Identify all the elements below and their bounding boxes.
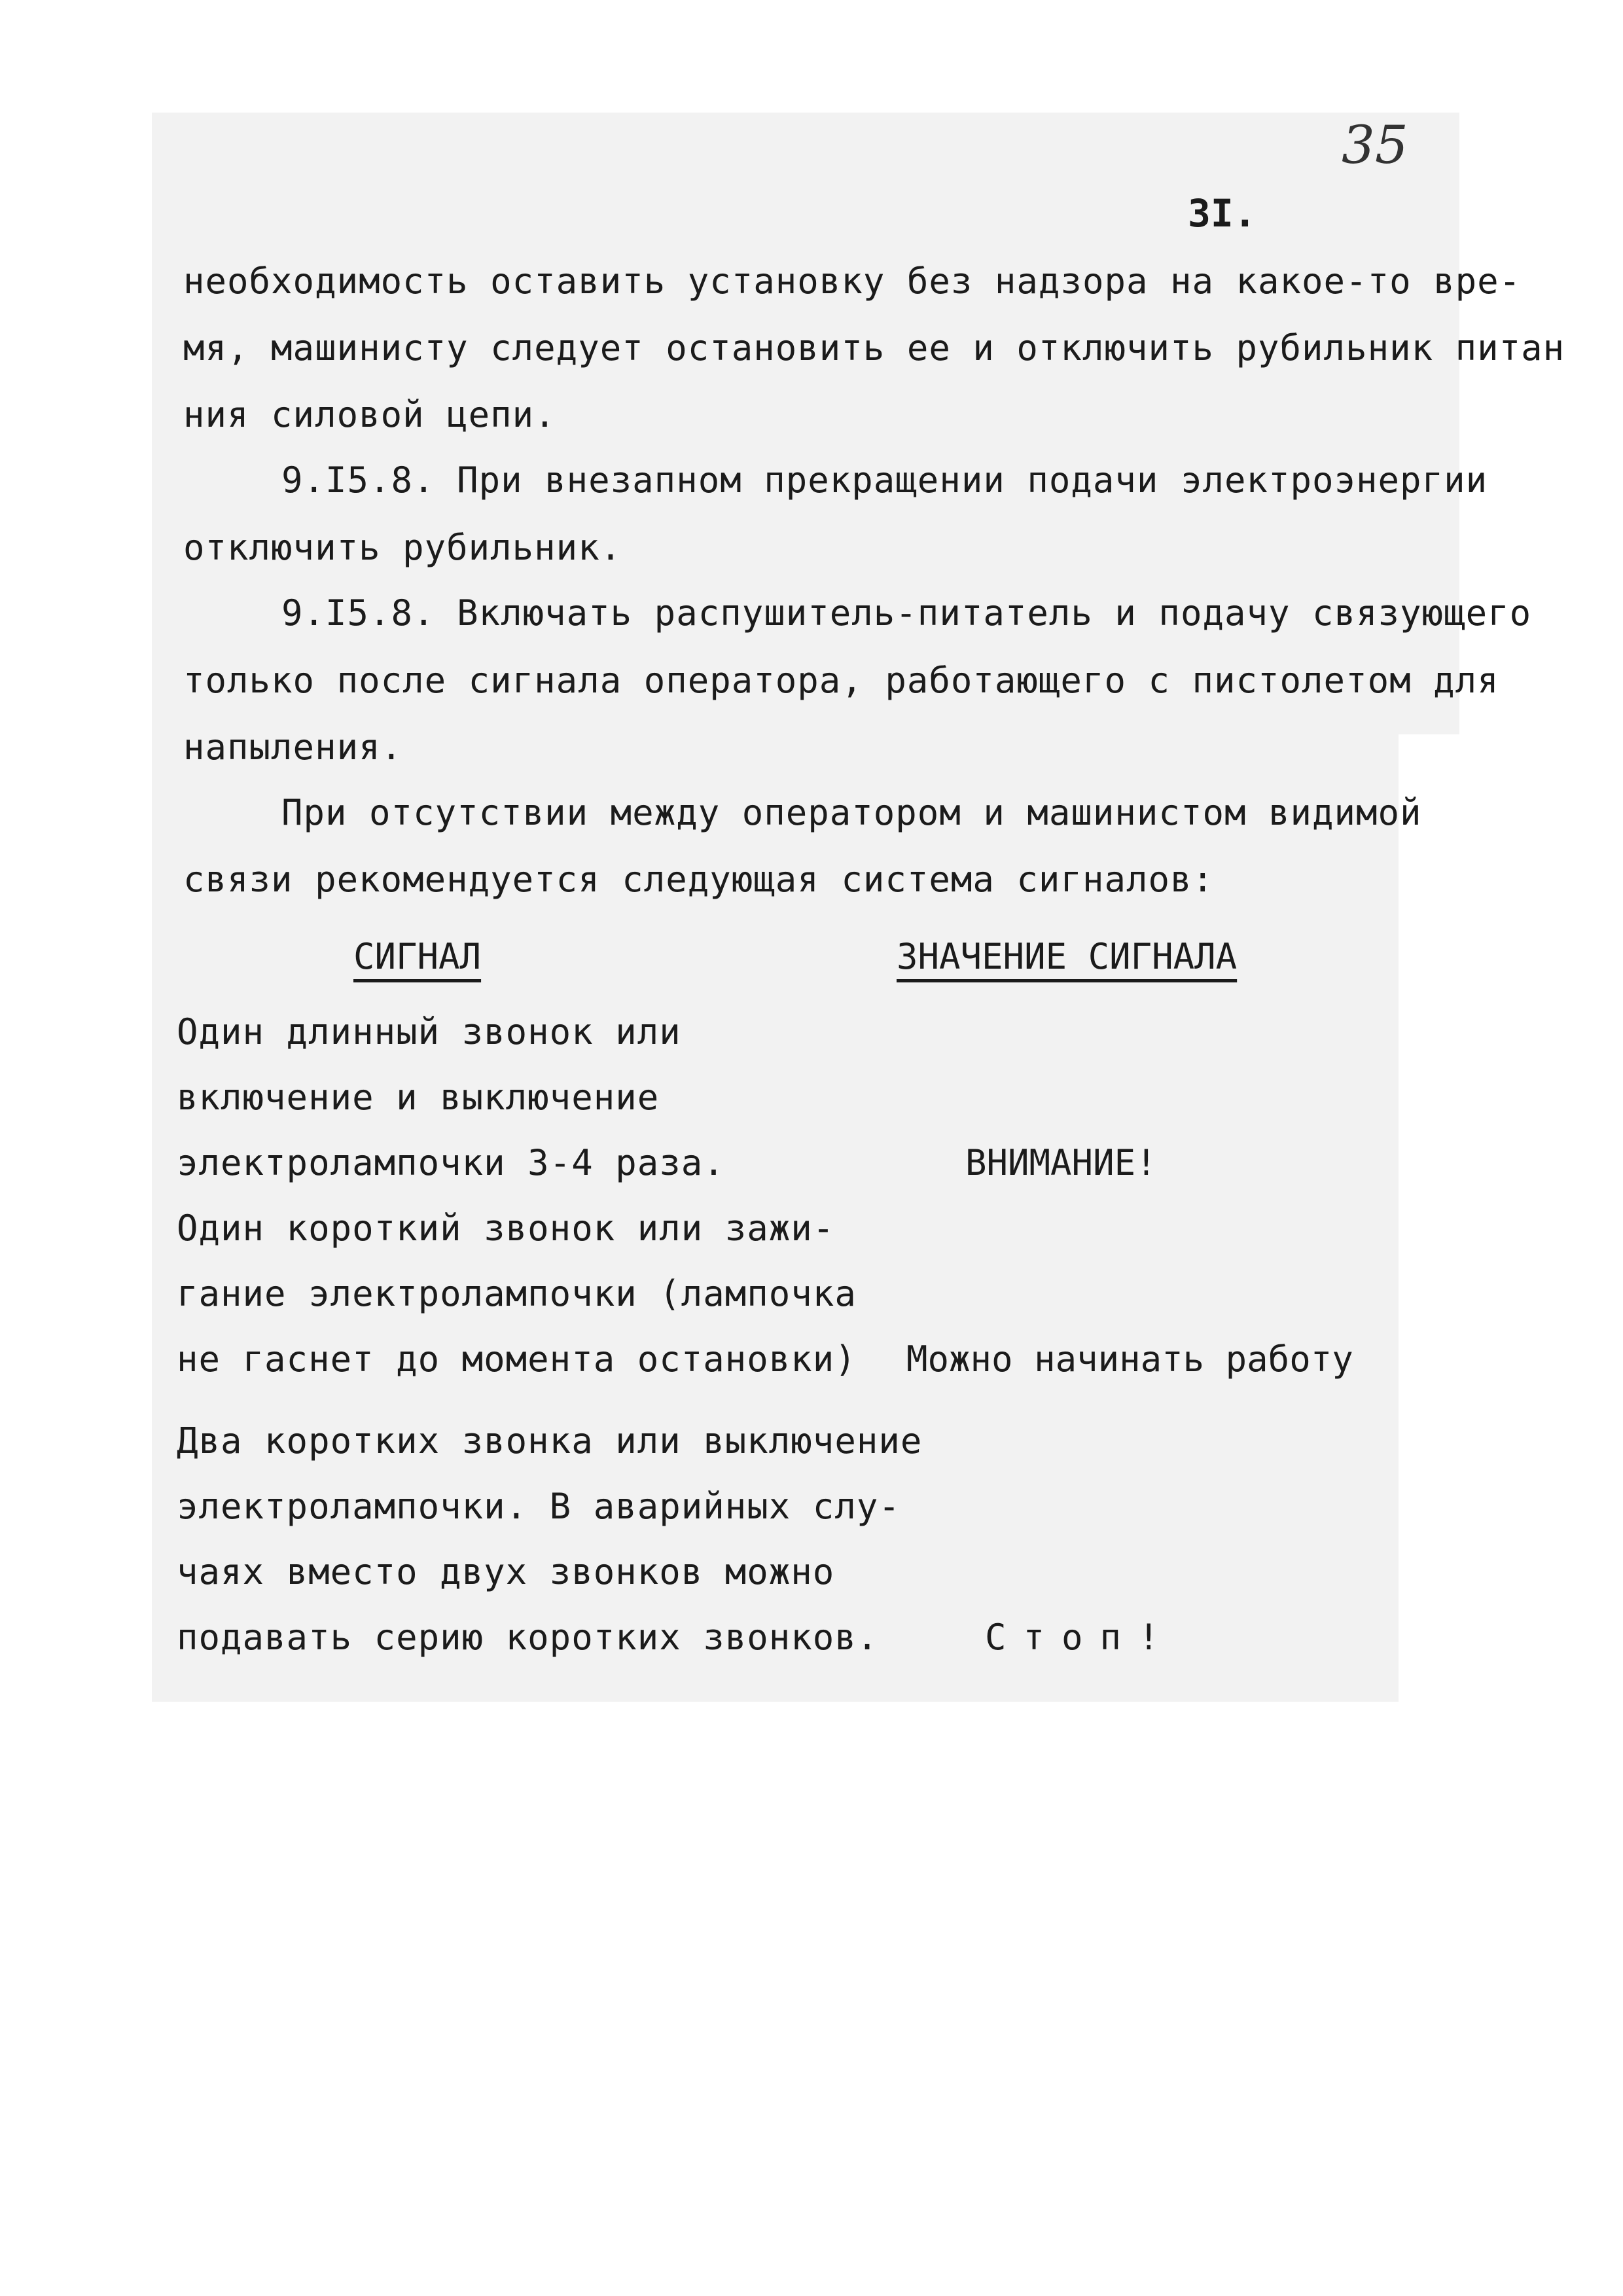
signal-2-meaning: Можно начинать работу: [906, 1338, 1353, 1380]
column-heading-meaning: ЗНАЧЕНИЕ СИГНАЛА: [897, 936, 1238, 977]
body-line: необходимость оставить установку без надзора на какое-то вре-: [183, 260, 1522, 302]
signal-3-meaning: Стоп!: [985, 1617, 1177, 1658]
signal-3-line: подавать серию коротких звонков.: [177, 1617, 879, 1658]
body-line: мя, машинисту следует остановить ее и отключить рубильник питан: [183, 327, 1565, 368]
column-heading-signal: СИГНАЛ: [353, 936, 482, 977]
signal-1-line: электролампочки 3-4 раза.: [177, 1142, 725, 1183]
signal-1-line: включение и выключение: [177, 1077, 660, 1118]
body-line: связи рекомендуется следующая система сигналов:: [183, 859, 1215, 900]
signals-intro: При отсутствии между оператором и машинистом видимой: [281, 792, 1422, 833]
signal-1-meaning: ВНИМАНИЕ!: [965, 1142, 1157, 1183]
signal-2-line: Один короткий звонок или зажи-: [177, 1208, 835, 1249]
signal-2-line: гание электролампочки (лампочка: [177, 1273, 857, 1314]
body-line: только после сигнала оператора, работающего с пистолетом для: [183, 660, 1499, 701]
body-line: напыления.: [183, 726, 403, 768]
signal-3-line: Два коротких звонка или выключение: [177, 1420, 923, 1462]
paragraph-9-15-8-b: 9.I5.8. Включать распушитель-питатель и подачу связующего: [281, 592, 1532, 634]
body-line: ния силовой цепи.: [183, 394, 556, 435]
signal-3-line: электролампочки. В аварийных слу-: [177, 1486, 901, 1527]
handwritten-page-number: 35: [1342, 115, 1408, 175]
page-number: 3I.: [1188, 191, 1257, 236]
signal-2-line: не гаснет до момента остановки): [177, 1338, 857, 1380]
body-line: отключить рубильник.: [183, 527, 622, 568]
signal-1-line: Один длинный звонок или: [177, 1011, 681, 1052]
signal-3-line: чаях вместо двух звонков можно: [177, 1551, 835, 1592]
paragraph-9-15-8-a: 9.I5.8. При внезапном прекращении подачи электроэнергии: [281, 459, 1488, 501]
